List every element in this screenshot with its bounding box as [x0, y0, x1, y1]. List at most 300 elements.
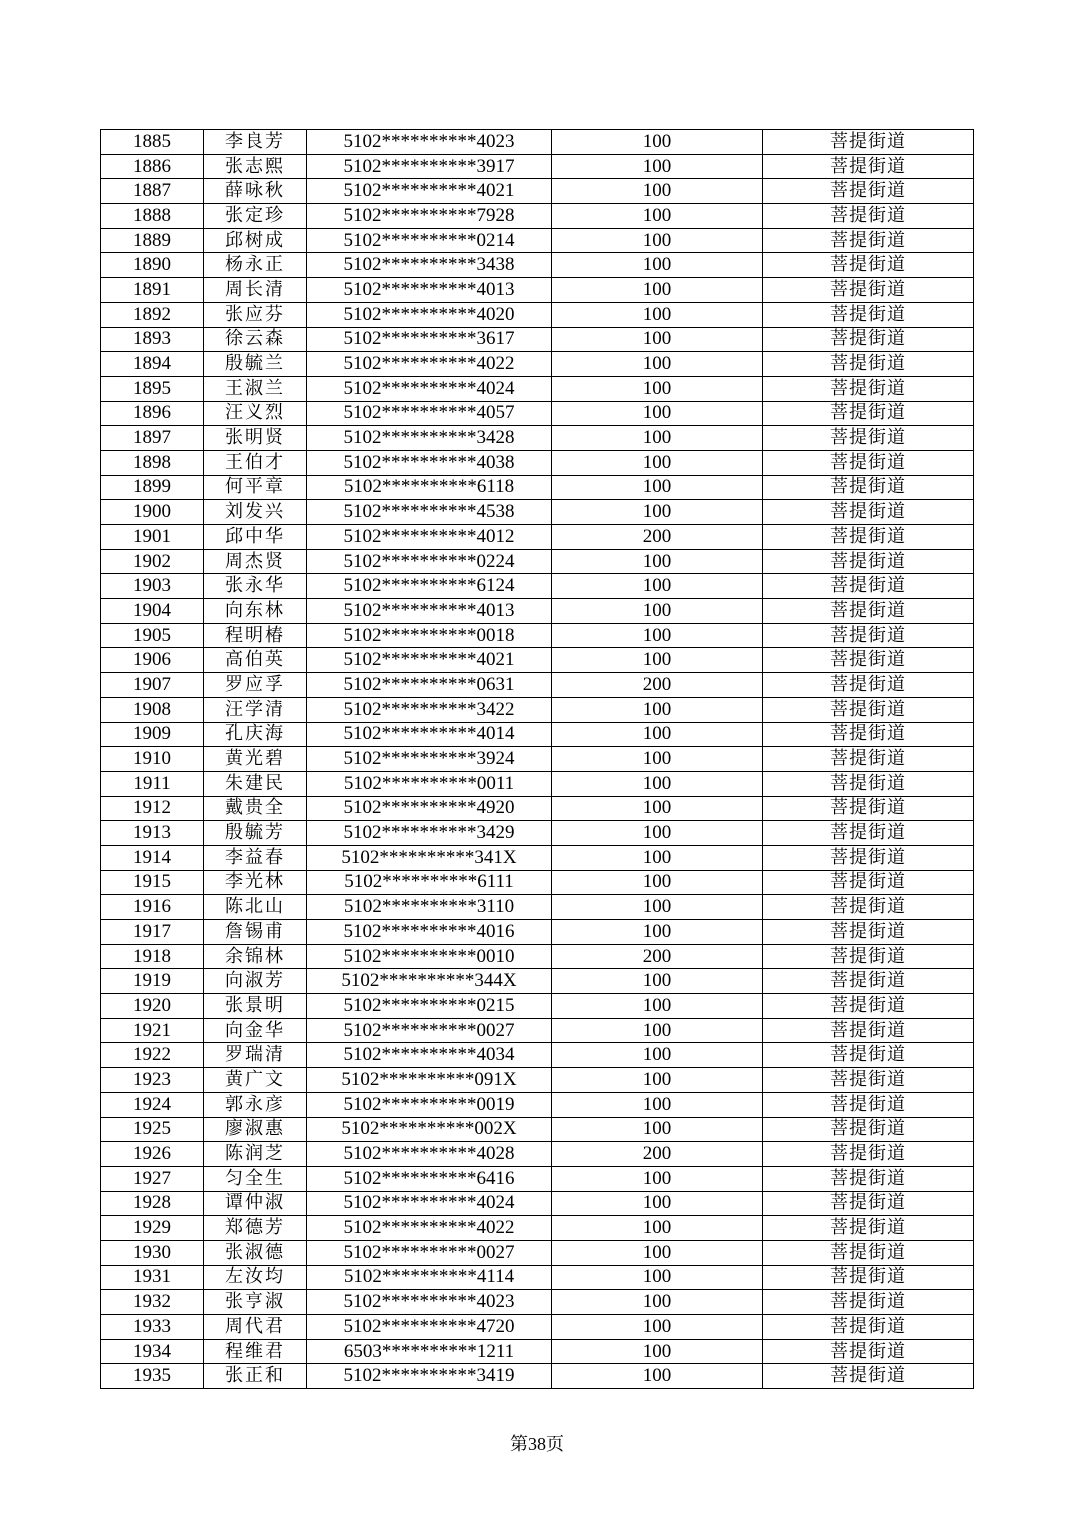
- id-number-cell: 5102**********4013: [307, 599, 552, 624]
- amount-cell: 100: [552, 278, 763, 303]
- id-number-cell: 5102**********4016: [307, 920, 552, 945]
- serial-number-cell: 1885: [101, 130, 204, 155]
- serial-number-cell: 1916: [101, 895, 204, 920]
- serial-number-cell: 1931: [101, 1265, 204, 1290]
- amount-cell: 100: [552, 154, 763, 179]
- serial-number-cell: 1915: [101, 870, 204, 895]
- street-cell: 菩提街道: [763, 1142, 974, 1167]
- serial-number-cell: 1918: [101, 944, 204, 969]
- id-number-cell: 5102**********0010: [307, 944, 552, 969]
- amount-cell: 100: [552, 1191, 763, 1216]
- street-cell: 菩提街道: [763, 673, 974, 698]
- serial-number-cell: 1913: [101, 821, 204, 846]
- table-row: [101, 1339, 974, 1364]
- street-cell: 菩提街道: [763, 130, 974, 155]
- serial-number-cell: 1933: [101, 1315, 204, 1340]
- name-cell: 余锦林: [204, 944, 307, 969]
- id-number-cell: 5102**********3428: [307, 426, 552, 451]
- amount-cell: 100: [552, 253, 763, 278]
- id-number-cell: 5102**********4014: [307, 722, 552, 747]
- id-number-cell: 5102**********0224: [307, 549, 552, 574]
- id-number-cell: 5102**********0027: [307, 1018, 552, 1043]
- amount-cell: 100: [552, 1117, 763, 1142]
- amount-cell: 100: [552, 722, 763, 747]
- name-cell: 张景明: [204, 994, 307, 1019]
- name-cell: 张永华: [204, 574, 307, 599]
- table-row: [101, 920, 974, 945]
- name-cell: 李益春: [204, 845, 307, 870]
- id-number-cell: 5102**********4024: [307, 1191, 552, 1216]
- street-cell: 菩提街道: [763, 599, 974, 624]
- name-cell: 王伯才: [204, 450, 307, 475]
- id-number-cell: 5102**********4538: [307, 500, 552, 525]
- street-cell: 菩提街道: [763, 376, 974, 401]
- amount-cell: 100: [552, 376, 763, 401]
- serial-number-cell: 1910: [101, 747, 204, 772]
- name-cell: 李光林: [204, 870, 307, 895]
- id-number-cell: 5102**********4028: [307, 1142, 552, 1167]
- amount-cell: 200: [552, 673, 763, 698]
- id-number-cell: 5102**********4021: [307, 648, 552, 673]
- name-cell: 张明贤: [204, 426, 307, 451]
- name-cell: 谭仲淑: [204, 1191, 307, 1216]
- amount-cell: 100: [552, 697, 763, 722]
- street-cell: 菩提街道: [763, 253, 974, 278]
- amount-cell: 100: [552, 401, 763, 426]
- data-table: [100, 129, 974, 1389]
- street-cell: 菩提街道: [763, 450, 974, 475]
- table-row: [101, 1191, 974, 1216]
- serial-number-cell: 1905: [101, 623, 204, 648]
- street-cell: 菩提街道: [763, 1265, 974, 1290]
- id-number-cell: 5102**********4038: [307, 450, 552, 475]
- street-cell: 菩提街道: [763, 549, 974, 574]
- serial-number-cell: 1895: [101, 376, 204, 401]
- table-row: [101, 475, 974, 500]
- id-number-cell: 5102**********4012: [307, 525, 552, 550]
- id-number-cell: 5102**********0019: [307, 1092, 552, 1117]
- name-cell: 高伯英: [204, 648, 307, 673]
- amount-cell: 100: [552, 450, 763, 475]
- street-cell: 菩提街道: [763, 327, 974, 352]
- name-cell: 陈润芝: [204, 1142, 307, 1167]
- table-row: [101, 327, 974, 352]
- amount-cell: 100: [552, 1068, 763, 1093]
- street-cell: 菩提街道: [763, 1290, 974, 1315]
- serial-number-cell: 1909: [101, 722, 204, 747]
- id-number-cell: 5102**********6124: [307, 574, 552, 599]
- amount-cell: 100: [552, 1364, 763, 1389]
- id-number-cell: 5102**********0215: [307, 994, 552, 1019]
- amount-cell: 100: [552, 500, 763, 525]
- table-row: [101, 623, 974, 648]
- serial-number-cell: 1927: [101, 1166, 204, 1191]
- id-number-cell: 5102**********3924: [307, 747, 552, 772]
- serial-number-cell: 1919: [101, 969, 204, 994]
- street-cell: 菩提街道: [763, 623, 974, 648]
- street-cell: 菩提街道: [763, 1364, 974, 1389]
- amount-cell: 100: [552, 549, 763, 574]
- name-cell: 张志熙: [204, 154, 307, 179]
- name-cell: 匀全生: [204, 1166, 307, 1191]
- id-number-cell: 5102**********4021: [307, 179, 552, 204]
- street-cell: 菩提街道: [763, 1216, 974, 1241]
- serial-number-cell: 1917: [101, 920, 204, 945]
- serial-number-cell: 1903: [101, 574, 204, 599]
- amount-cell: 100: [552, 1265, 763, 1290]
- table-row: [101, 450, 974, 475]
- amount-cell: 100: [552, 574, 763, 599]
- street-cell: 菩提街道: [763, 796, 974, 821]
- id-number-cell: 5102**********3438: [307, 253, 552, 278]
- table-row: [101, 1364, 974, 1389]
- table-row: [101, 500, 974, 525]
- serial-number-cell: 1930: [101, 1240, 204, 1265]
- amount-cell: 100: [552, 870, 763, 895]
- serial-number-cell: 1888: [101, 204, 204, 229]
- amount-cell: 100: [552, 1290, 763, 1315]
- id-number-cell: 5102**********7928: [307, 204, 552, 229]
- table-row: [101, 1117, 974, 1142]
- id-number-cell: 5102**********0631: [307, 673, 552, 698]
- amount-cell: 100: [552, 327, 763, 352]
- table-row: [101, 204, 974, 229]
- street-cell: 菩提街道: [763, 278, 974, 303]
- table-row: [101, 426, 974, 451]
- table-row: [101, 895, 974, 920]
- table-row: [101, 944, 974, 969]
- street-cell: 菩提街道: [763, 302, 974, 327]
- street-cell: 菩提街道: [763, 1240, 974, 1265]
- serial-number-cell: 1932: [101, 1290, 204, 1315]
- id-number-cell: 5102**********091X: [307, 1068, 552, 1093]
- table-row: [101, 1265, 974, 1290]
- street-cell: 菩提街道: [763, 228, 974, 253]
- street-cell: 菩提街道: [763, 1043, 974, 1068]
- id-number-cell: 5102**********3419: [307, 1364, 552, 1389]
- name-cell: 殷毓兰: [204, 352, 307, 377]
- serial-number-cell: 1921: [101, 1018, 204, 1043]
- name-cell: 王淑兰: [204, 376, 307, 401]
- id-number-cell: 5102**********4024: [307, 376, 552, 401]
- table-row: [101, 870, 974, 895]
- table-row: [101, 574, 974, 599]
- id-number-cell: 5102**********4114: [307, 1265, 552, 1290]
- id-number-cell: 5102**********6111: [307, 870, 552, 895]
- id-number-cell: 5102**********4057: [307, 401, 552, 426]
- table-row: [101, 1290, 974, 1315]
- amount-cell: 100: [552, 895, 763, 920]
- id-number-cell: 5102**********344X: [307, 969, 552, 994]
- street-cell: 菩提街道: [763, 1092, 974, 1117]
- street-cell: 菩提街道: [763, 870, 974, 895]
- id-number-cell: 5102**********0011: [307, 771, 552, 796]
- amount-cell: 100: [552, 1216, 763, 1241]
- id-number-cell: 5102**********4023: [307, 1290, 552, 1315]
- name-cell: 邱树成: [204, 228, 307, 253]
- amount-cell: 100: [552, 994, 763, 1019]
- name-cell: 罗应孚: [204, 673, 307, 698]
- serial-number-cell: 1901: [101, 525, 204, 550]
- serial-number-cell: 1908: [101, 697, 204, 722]
- name-cell: 张应芬: [204, 302, 307, 327]
- name-cell: 张正和: [204, 1364, 307, 1389]
- street-cell: 菩提街道: [763, 426, 974, 451]
- page-number: 第38页: [510, 1434, 564, 1454]
- id-number-cell: 5102**********4023: [307, 130, 552, 155]
- table-row: [101, 525, 974, 550]
- table-row: [101, 1068, 974, 1093]
- serial-number-cell: 1890: [101, 253, 204, 278]
- street-cell: 菩提街道: [763, 204, 974, 229]
- table-row: [101, 1043, 974, 1068]
- serial-number-cell: 1896: [101, 401, 204, 426]
- table-row: [101, 1216, 974, 1241]
- table-row: [101, 994, 974, 1019]
- id-number-cell: 5102**********3110: [307, 895, 552, 920]
- amount-cell: 100: [552, 920, 763, 945]
- table-row: [101, 401, 974, 426]
- table-row: [101, 228, 974, 253]
- street-cell: 菩提街道: [763, 1117, 974, 1142]
- street-cell: 菩提街道: [763, 969, 974, 994]
- name-cell: 詹锡甫: [204, 920, 307, 945]
- serial-number-cell: 1906: [101, 648, 204, 673]
- table-row: [101, 1018, 974, 1043]
- amount-cell: 100: [552, 1166, 763, 1191]
- name-cell: 程明椿: [204, 623, 307, 648]
- street-cell: 菩提街道: [763, 771, 974, 796]
- serial-number-cell: 1907: [101, 673, 204, 698]
- street-cell: 菩提街道: [763, 895, 974, 920]
- id-number-cell: 5102**********0018: [307, 623, 552, 648]
- id-number-cell: 5102**********3617: [307, 327, 552, 352]
- id-number-cell: 5102**********3917: [307, 154, 552, 179]
- name-cell: 陈北山: [204, 895, 307, 920]
- street-cell: 菩提街道: [763, 1068, 974, 1093]
- serial-number-cell: 1886: [101, 154, 204, 179]
- id-number-cell: 5102**********6118: [307, 475, 552, 500]
- serial-number-cell: 1920: [101, 994, 204, 1019]
- amount-cell: 100: [552, 475, 763, 500]
- table-row: [101, 154, 974, 179]
- name-cell: 周长清: [204, 278, 307, 303]
- name-cell: 朱建民: [204, 771, 307, 796]
- amount-cell: 100: [552, 1018, 763, 1043]
- serial-number-cell: 1911: [101, 771, 204, 796]
- table-row: [101, 722, 974, 747]
- id-number-cell: 5102**********6416: [307, 1166, 552, 1191]
- street-cell: 菩提街道: [763, 821, 974, 846]
- name-cell: 廖淑惠: [204, 1117, 307, 1142]
- name-cell: 向淑芳: [204, 969, 307, 994]
- serial-number-cell: 1891: [101, 278, 204, 303]
- amount-cell: 100: [552, 821, 763, 846]
- table-row: [101, 549, 974, 574]
- table-row: [101, 599, 974, 624]
- id-number-cell: 5102**********341X: [307, 845, 552, 870]
- name-cell: 孔庆海: [204, 722, 307, 747]
- serial-number-cell: 1922: [101, 1043, 204, 1068]
- table-row: [101, 1092, 974, 1117]
- name-cell: 汪学清: [204, 697, 307, 722]
- id-number-cell: 5102**********0214: [307, 228, 552, 253]
- table-row: [101, 747, 974, 772]
- id-number-cell: 5102**********4022: [307, 1216, 552, 1241]
- street-cell: 菩提街道: [763, 944, 974, 969]
- street-cell: 菩提街道: [763, 179, 974, 204]
- table-row: [101, 376, 974, 401]
- name-cell: 刘发兴: [204, 500, 307, 525]
- name-cell: 何平章: [204, 475, 307, 500]
- name-cell: 罗瑞清: [204, 1043, 307, 1068]
- amount-cell: 100: [552, 352, 763, 377]
- name-cell: 黄广文: [204, 1068, 307, 1093]
- id-number-cell: 5102**********4034: [307, 1043, 552, 1068]
- table-row: [101, 253, 974, 278]
- name-cell: 李良芳: [204, 130, 307, 155]
- id-number-cell: 5102**********3429: [307, 821, 552, 846]
- serial-number-cell: 1894: [101, 352, 204, 377]
- serial-number-cell: 1928: [101, 1191, 204, 1216]
- street-cell: 菩提街道: [763, 1339, 974, 1364]
- amount-cell: 100: [552, 1240, 763, 1265]
- amount-cell: 100: [552, 228, 763, 253]
- street-cell: 菩提街道: [763, 401, 974, 426]
- amount-cell: 100: [552, 623, 763, 648]
- serial-number-cell: 1898: [101, 450, 204, 475]
- amount-cell: 200: [552, 944, 763, 969]
- table-row: [101, 648, 974, 673]
- table-row: [101, 796, 974, 821]
- street-cell: 菩提街道: [763, 352, 974, 377]
- serial-number-cell: 1887: [101, 179, 204, 204]
- id-number-cell: 5102**********0027: [307, 1240, 552, 1265]
- name-cell: 张亨淑: [204, 1290, 307, 1315]
- id-number-cell: 5102**********4720: [307, 1315, 552, 1340]
- name-cell: 郑德芳: [204, 1216, 307, 1241]
- serial-number-cell: 1902: [101, 549, 204, 574]
- serial-number-cell: 1914: [101, 845, 204, 870]
- table-row: [101, 278, 974, 303]
- name-cell: 周代君: [204, 1315, 307, 1340]
- street-cell: 菩提街道: [763, 1018, 974, 1043]
- amount-cell: 100: [552, 648, 763, 673]
- amount-cell: 100: [552, 426, 763, 451]
- name-cell: 周杰贤: [204, 549, 307, 574]
- street-cell: 菩提街道: [763, 697, 974, 722]
- name-cell: 黄光碧: [204, 747, 307, 772]
- amount-cell: 100: [552, 302, 763, 327]
- name-cell: 程维君: [204, 1339, 307, 1364]
- table-row: [101, 771, 974, 796]
- name-cell: 郭永彦: [204, 1092, 307, 1117]
- amount-cell: 100: [552, 771, 763, 796]
- amount-cell: 100: [552, 1315, 763, 1340]
- street-cell: 菩提街道: [763, 845, 974, 870]
- serial-number-cell: 1923: [101, 1068, 204, 1093]
- street-cell: 菩提街道: [763, 475, 974, 500]
- name-cell: 薛咏秋: [204, 179, 307, 204]
- id-number-cell: 5102**********4013: [307, 278, 552, 303]
- table-row: [101, 1240, 974, 1265]
- table-row: [101, 845, 974, 870]
- id-number-cell: 5102**********4020: [307, 302, 552, 327]
- serial-number-cell: 1899: [101, 475, 204, 500]
- serial-number-cell: 1892: [101, 302, 204, 327]
- name-cell: 杨永正: [204, 253, 307, 278]
- table-body: [101, 130, 974, 1389]
- serial-number-cell: 1897: [101, 426, 204, 451]
- serial-number-cell: 1926: [101, 1142, 204, 1167]
- id-number-cell: 6503**********1211: [307, 1339, 552, 1364]
- table-row: [101, 821, 974, 846]
- street-cell: 菩提街道: [763, 920, 974, 945]
- name-cell: 徐云森: [204, 327, 307, 352]
- table-row: [101, 179, 974, 204]
- amount-cell: 100: [552, 179, 763, 204]
- id-number-cell: 5102**********4022: [307, 352, 552, 377]
- amount-cell: 100: [552, 130, 763, 155]
- amount-cell: 200: [552, 525, 763, 550]
- name-cell: 汪义烈: [204, 401, 307, 426]
- name-cell: 左汝均: [204, 1265, 307, 1290]
- street-cell: 菩提街道: [763, 1191, 974, 1216]
- name-cell: 殷毓芳: [204, 821, 307, 846]
- street-cell: 菩提街道: [763, 1166, 974, 1191]
- amount-cell: 100: [552, 1043, 763, 1068]
- street-cell: 菩提街道: [763, 500, 974, 525]
- name-cell: 戴贵全: [204, 796, 307, 821]
- amount-cell: 100: [552, 599, 763, 624]
- name-cell: 张淑德: [204, 1240, 307, 1265]
- street-cell: 菩提街道: [763, 574, 974, 599]
- amount-cell: 100: [552, 1339, 763, 1364]
- amount-cell: 100: [552, 204, 763, 229]
- id-number-cell: 5102**********002X: [307, 1117, 552, 1142]
- id-number-cell: 5102**********3422: [307, 697, 552, 722]
- amount-cell: 100: [552, 1092, 763, 1117]
- name-cell: 向东林: [204, 599, 307, 624]
- amount-cell: 100: [552, 796, 763, 821]
- table-row: [101, 969, 974, 994]
- serial-number-cell: 1889: [101, 228, 204, 253]
- amount-cell: 200: [552, 1142, 763, 1167]
- table-row: [101, 1166, 974, 1191]
- serial-number-cell: 1904: [101, 599, 204, 624]
- amount-cell: 100: [552, 747, 763, 772]
- street-cell: 菩提街道: [763, 525, 974, 550]
- street-cell: 菩提街道: [763, 747, 974, 772]
- table-row: [101, 352, 974, 377]
- serial-number-cell: 1893: [101, 327, 204, 352]
- street-cell: 菩提街道: [763, 722, 974, 747]
- table-row: [101, 697, 974, 722]
- amount-cell: 100: [552, 845, 763, 870]
- table-row: [101, 302, 974, 327]
- name-cell: 邱中华: [204, 525, 307, 550]
- serial-number-cell: 1924: [101, 1092, 204, 1117]
- table-row: [101, 1315, 974, 1340]
- table-row: [101, 1142, 974, 1167]
- id-number-cell: 5102**********4920: [307, 796, 552, 821]
- name-cell: 张定珍: [204, 204, 307, 229]
- name-cell: 向金华: [204, 1018, 307, 1043]
- street-cell: 菩提街道: [763, 1315, 974, 1340]
- serial-number-cell: 1925: [101, 1117, 204, 1142]
- serial-number-cell: 1934: [101, 1339, 204, 1364]
- street-cell: 菩提街道: [763, 648, 974, 673]
